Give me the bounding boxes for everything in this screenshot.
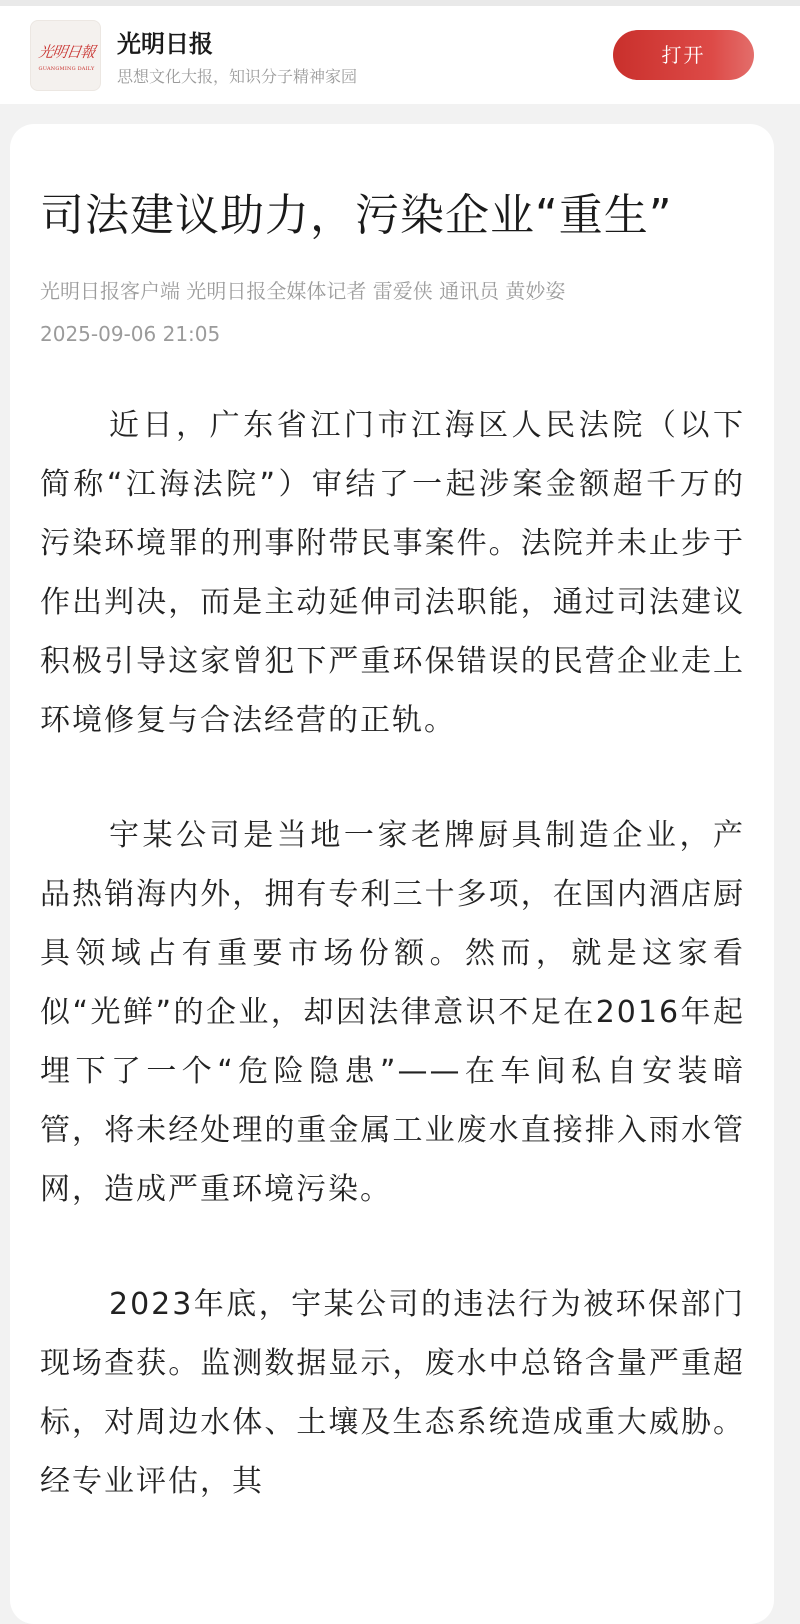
article-paragraph: 近日，广东省江门市江海区人民法院（以下简称“江海法院”）审结了一起涉案金额超千万的污染环境罪的刑事附带民事案件。法院并未止步于作出判决，而是主动延伸司法职能，通过司法建议积极引导这家曾犯下严重环保错误的民营企业走上环境修复与合法经营的正轨。 <box>40 408 745 738</box>
article-body <box>40 396 745 1567</box>
article-paragraph: 宇某公司是当地一家老牌厨具制造企业，产品热销海内外，拥有专利三十多项，在国内酒店厨具领域占有重要市场份额。然而，就是这家看似“光鲜”的企业，却因法律意识不足在2016年起埋下了一个“危险隐患”——在车间私自安装暗管，将未经处理的重金属工业废水直接排入雨水管网，造成严重环境污染。 <box>40 818 745 1207</box>
app-logo[interactable] <box>30 20 101 91</box>
article-card <box>10 124 774 1624</box>
app-logo-script: 光明日報 <box>37 43 96 61</box>
article-byline: 光明日报客户端 光明日报全媒体记者 雷爱侠 通讯员 黄妙姿 <box>40 279 566 303</box>
open-app-button[interactable]: 打开 <box>613 30 754 80</box>
article-paragraph: 2023年底，宇某公司的违法行为被环保部门现场查获。监测数据显示，废水中总铬含量严重超标，对周边水体、土壤及生态系统造成重大威胁。经专业评估，其 <box>40 1287 745 1499</box>
app-download-banner <box>0 6 800 104</box>
article-title: 司法建议助力，污染企业“重生” <box>40 190 673 241</box>
article-date: 2025-09-06 21:05 <box>40 322 221 346</box>
app-name: 光明日报 <box>117 30 213 58</box>
app-slogan: 思想文化大报，知识分子精神家园 <box>117 67 358 86</box>
app-logo-english: GUANGMING DAILY <box>38 66 95 72</box>
